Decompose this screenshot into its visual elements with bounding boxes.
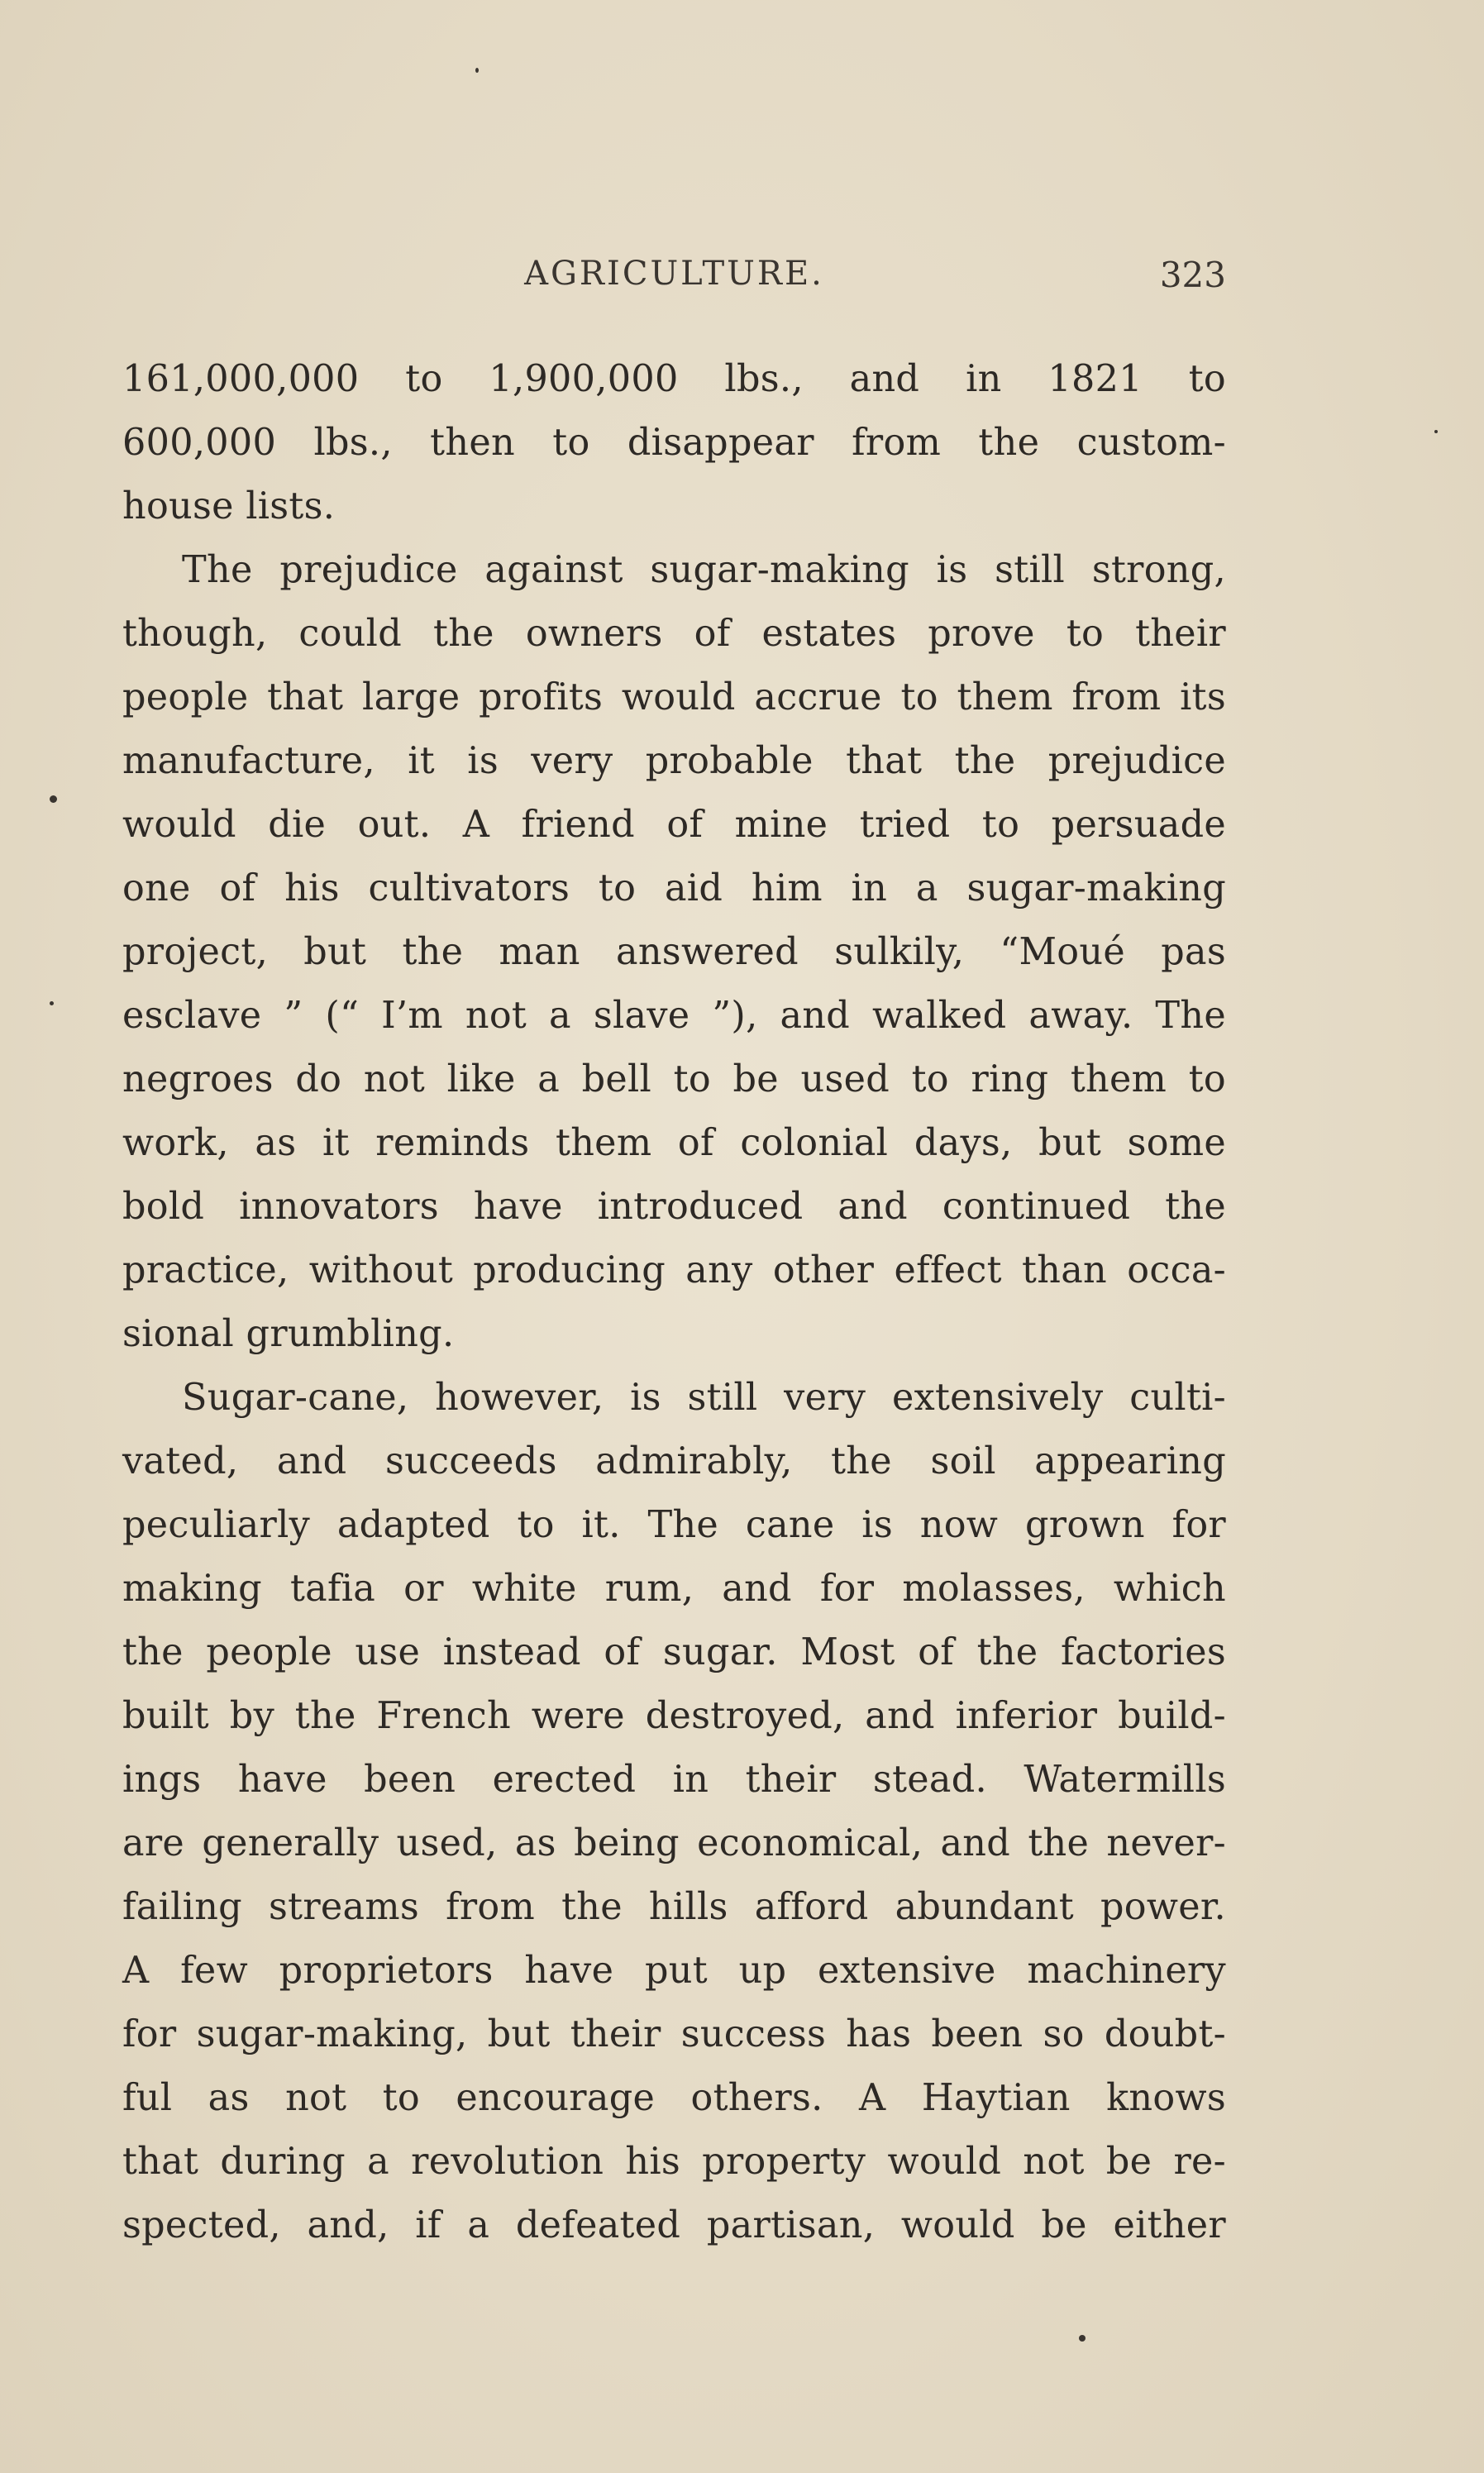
text-line: built by the French were destroyed, and inferior build- — [122, 1695, 1226, 1737]
running-head — [122, 255, 1226, 304]
text-line: ings have been erected in their stead. Watermills — [122, 1759, 1226, 1801]
text-line: people that large profits would accrue to them from its — [122, 676, 1226, 719]
text-line: though, could the owners of estates prove to their — [122, 613, 1226, 655]
text-line: are generally used, as being economical, and the never- — [122, 1822, 1226, 1864]
text-line: negroes do not like a bell to be used to ring them to — [122, 1058, 1226, 1100]
text-line: esclave ” (“ I’m not a slave ”), and walked away. The — [122, 995, 1226, 1037]
text-line: the people use instead of sugar. Most of the factories — [122, 1631, 1226, 1673]
body-text — [122, 347, 1226, 2257]
text-line: practice, without producing any other effect than occa- — [122, 1249, 1226, 1291]
text-line: 161,000,000 to 1,900,000 lbs., and in 1821 to — [122, 358, 1226, 400]
text-line: ful as not to encourage others. A Haytian knows — [122, 2077, 1226, 2119]
text-line: 600,000 lbs., then to disappear from the custom- — [122, 422, 1226, 464]
text-line: bold innovators have introduced and continued the — [122, 1186, 1226, 1228]
ink-speck — [475, 68, 479, 73]
text-line: A few proprietors have put up extensive machinery — [122, 1950, 1226, 1992]
running-title: AGRICULTURE. — [524, 255, 824, 293]
ink-speck — [1079, 2335, 1086, 2342]
text-line: project, but the man answered sulkily, “Moué pas — [122, 931, 1226, 973]
text-line: house lists. — [122, 485, 336, 528]
text-line: making tafia or white rum, and for molasses, which — [122, 1568, 1226, 1610]
text-line: vated, and succeeds admirably, the soil appearing — [122, 1440, 1226, 1482]
ink-speck — [50, 1001, 54, 1005]
text-line: for sugar-making, but their success has been so doubt- — [122, 2013, 1226, 2055]
text-line: that during a revolution his property would not be re- — [122, 2141, 1226, 2183]
ink-speck — [1434, 430, 1438, 433]
text-line: one of his cultivators to aid him in a sugar-making — [122, 867, 1226, 909]
text-line: manufacture, it is very probable that the prejudice — [122, 740, 1226, 782]
text-line: would die out. A friend of mine tried to persuade — [122, 804, 1226, 846]
text-line: sional grumbling. — [122, 1313, 455, 1355]
paragraph-start-line: Sugar-cane, however, is still very extensively culti- — [182, 1377, 1226, 1419]
page-number: 323 — [1159, 255, 1226, 295]
text-line: peculiarly adapted to it. The cane is now grown for — [122, 1504, 1226, 1546]
ink-speck — [50, 795, 57, 803]
paragraph-start-line: The prejudice against sugar-making is still strong, — [182, 549, 1226, 591]
text-line: work, as it reminds them of colonial days, but some — [122, 1122, 1226, 1164]
text-line: failing streams from the hills afford abundant power. — [122, 1886, 1226, 1928]
text-line: spected, and, if a defeated partisan, would be either — [122, 2204, 1226, 2246]
